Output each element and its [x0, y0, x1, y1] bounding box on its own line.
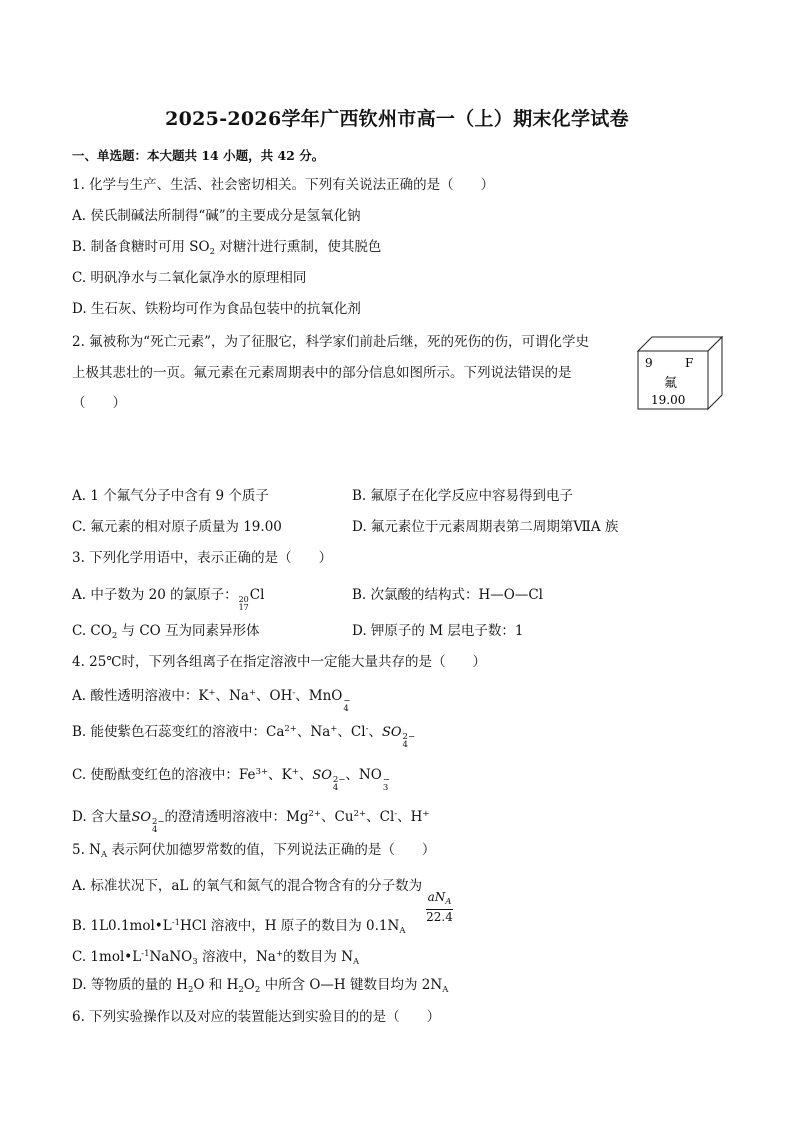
q6-stem: 6. 下列实验操作以及对应的装置能达到实验目的的是（ ） — [72, 1009, 441, 1025]
nuclide-notation: 20 17 — [238, 595, 249, 612]
q2-stem-line-2: 上极其悲壮的一页。氟元素在元素周期表中的部分信息如图所示。下列说法错误的是 — [72, 365, 572, 381]
q2-stem-line-1: 2. 氟被称为“死亡元素”，为了征服它，科学家们前赴后继，死的死伤的伤，可谓化学史 — [72, 334, 589, 350]
q2-option-b[interactable]: B. 氟原子在化学反应中容易得到电子 — [352, 488, 574, 504]
q1-option-a[interactable]: A. 侯氏制碱法所制得“碱”的主要成分是氢氧化钠 — [72, 208, 361, 224]
q1-stem: 1. 化学与生产、生活、社会密切相关。下列有关说法正确的是（ ） — [72, 177, 495, 193]
exam-title: 2025-2026学年广西钦州市高一（上）期末化学试卷 — [165, 108, 629, 130]
q2-option-c[interactable]: C. 氟元素的相对原子质量为 19.00 — [72, 519, 282, 535]
element-atomic-mass: 19.00 — [651, 393, 686, 407]
fraction: $\frac{aN_A}{22.4}$ — [426, 890, 453, 924]
q2-option-a[interactable]: A. 1 个氟气分子中含有 9 个质子 — [72, 488, 269, 504]
element-cell-3d-box — [634, 333, 724, 411]
q5-option-c[interactable]: C. $1mol•L^{-1}NaNO_3$ 溶液中，Na+的数目为 $N_A$ — [72, 949, 360, 967]
q4-option-b[interactable]: B. 能使紫色石蕊变红的溶液中：$Ca^{2+}$、Na+、Cl-、SO 2− 4 — [72, 724, 416, 750]
element-atomic-number: 9 — [645, 356, 653, 370]
q2-option-d[interactable]: D. 氟元素位于元素周期表第二周期第ⅦA 族 — [352, 519, 619, 535]
q3-option-d[interactable]: D. 钾原子的 M 层电子数：1 — [352, 623, 524, 639]
element-symbol: F — [685, 356, 694, 370]
q3-stem: 3. 下列化学用语中，表示正确的是（ ） — [72, 550, 333, 566]
element-name: 氟 — [664, 376, 678, 391]
q4-stem: 4. 25℃时，下列各组离子在指定溶液中一定能大量共存的是（ ） — [72, 654, 486, 670]
q5-stem: 5. $N_A$ 表示阿伏加德罗常数的值，下列说法正确的是（ ） — [72, 842, 436, 860]
q1-option-d[interactable]: D. 生石灰、铁粉均可作为食品包装中的抗氧化剂 — [72, 301, 361, 317]
q1-option-c[interactable]: C. 明矾净水与二氧化氯净水的原理相同 — [72, 270, 307, 286]
q2-stem-line-3: （ ） — [72, 395, 126, 411]
q3-option-b[interactable]: B. 次氯酸的结构式：H—O—Cl — [352, 587, 543, 603]
q5-option-b[interactable]: B. $1L0.1mol•L^{-1}HCl$ 溶液中，H 原子的数目为 $0.1N_A$ — [72, 918, 406, 936]
section-heading: 一、单选题：本大题共 14 小题，共 42 分。 — [72, 148, 325, 163]
q4-option-c[interactable]: C. 使酚酞变红色的溶液中：$Fe^{3+}$、K+、SO 2− 4 、NO − 3 — [72, 767, 390, 793]
q1-option-b[interactable]: B. 制备食糖时可用 $SO_2$ 对糖汁进行熏制，使其脱色 — [72, 239, 382, 257]
q5-option-a[interactable]: A. 标准状况下，aL 的氧气和氮气的混合物含有的分子数为 $\frac{aN_A}{22.4}$ — [72, 878, 453, 924]
q5-option-d[interactable]: D. 等物质的量的 $H_2O$ 和 $H_2O_2$ 中所含 O—H 键数目均为 $2N_A$ — [72, 977, 449, 995]
q4-option-d[interactable]: D. 含大量SO 2− 4 的澄清透明溶液中：$Mg^{2+}$、$Cu^{2+}$、Cl-、H+ — [72, 809, 430, 835]
fluorine-element-cell — [634, 333, 724, 411]
q4-option-a[interactable]: A. 酸性透明溶液中：K+、Na+、OH-、MnO − 4 — [72, 688, 351, 714]
q3-option-c[interactable]: C. $CO_2$ 与 CO 互为同素异形体 — [72, 623, 260, 641]
q3-option-a[interactable]: A. 中子数为 20 的氯原子： 20 17 Cl — [72, 587, 265, 612]
